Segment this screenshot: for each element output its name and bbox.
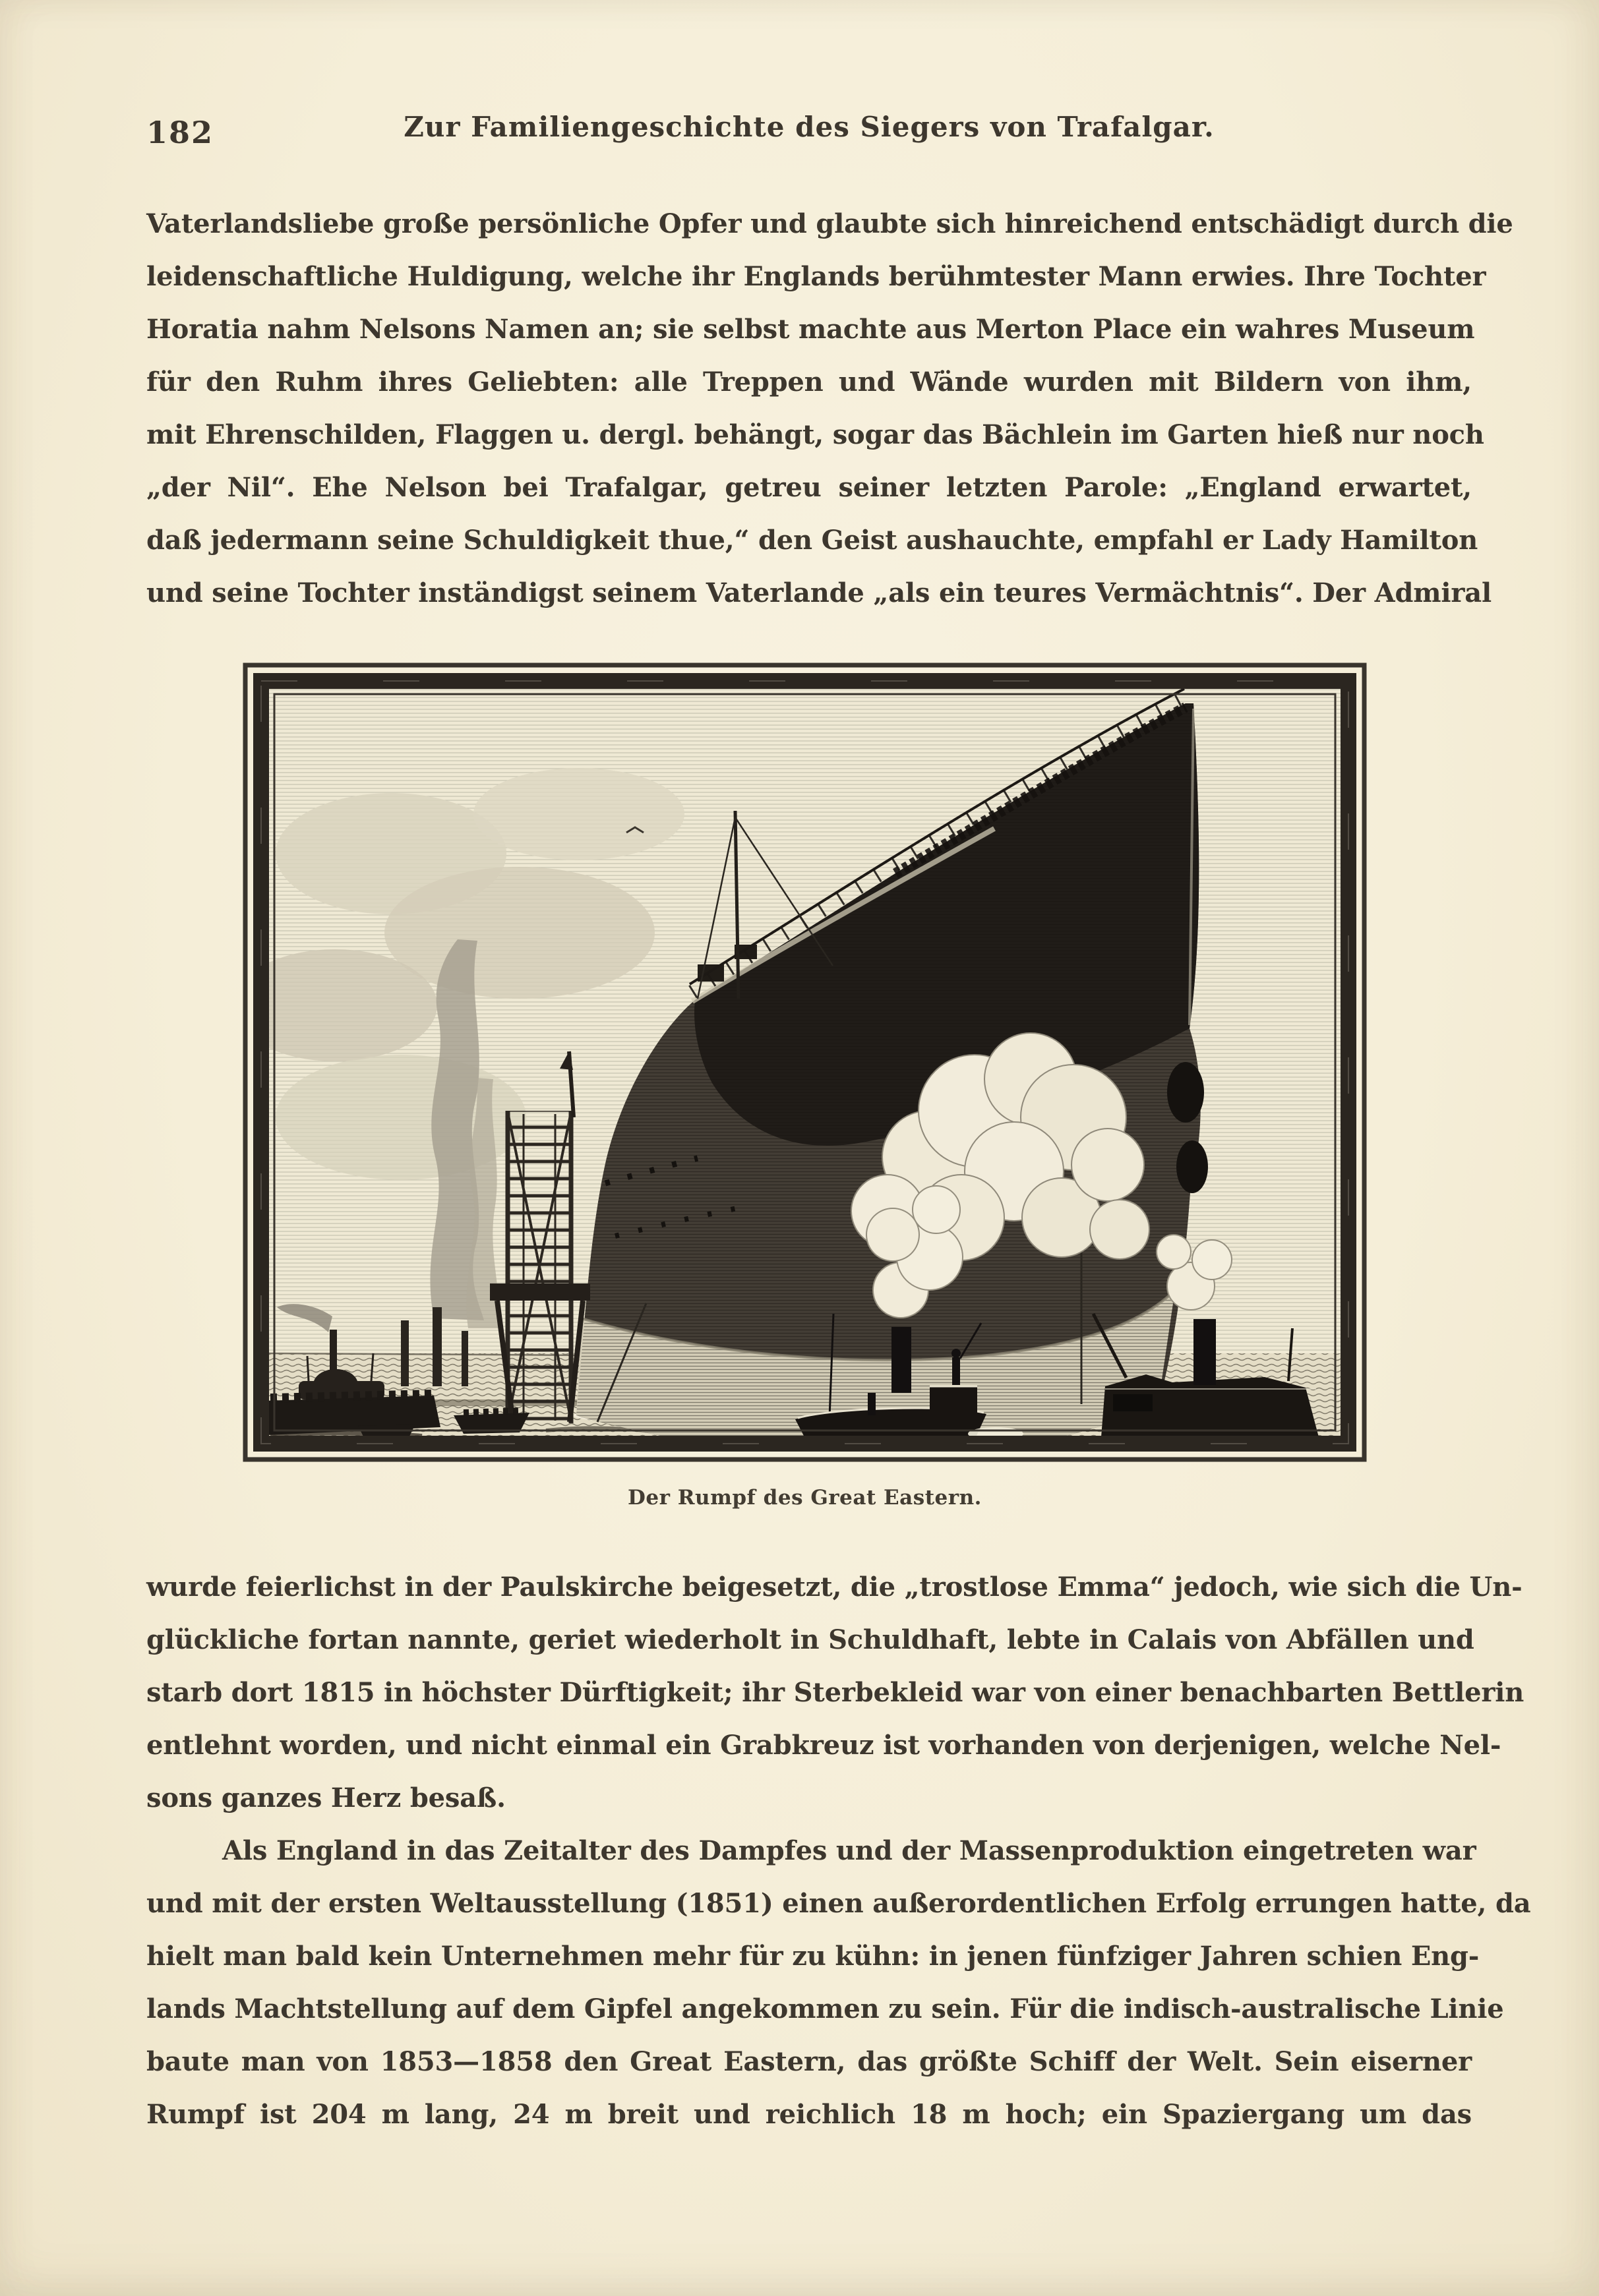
text-line: Rumpf ist 204 m lang, 24 m breit und reichlich 18 m hoch; ein Spaziergang um das [146,2099,1472,2130]
text-line: leidenschaftliche Huldigung, welche ihr Englands berühmtester Mann erwies. Ihre Tochter [146,261,1486,292]
factory-chimney [401,1320,409,1386]
great-eastern-engraving-svg [236,656,1373,1469]
anchor-bulge [1167,1062,1204,1123]
illustration-great-eastern [236,656,1373,1510]
text-line: mit Ehrenschilden, Flaggen u. dergl. behängt, sogar das Bächlein im Garten hieß nur noch [146,419,1484,450]
paragraph-1 [146,198,1513,620]
running-head [146,111,1472,157]
text-line: starb dort 1815 in höchster Dürftigkeit; ihr Sterbekleid war von einer benachbarten Bettlerin [146,1677,1524,1708]
paragraph-2 [146,1561,1524,1825]
text-line: baute man von 1853—1858 den Great Eastern, das größte Schiff der Welt. Sein eiserner [146,2046,1472,2077]
text-line: und mit der ersten Weltausstellung (1851) einen außerordentlichen Erfolg errungen hatte, da [146,1888,1531,1919]
illustration-caption: Der Rumpf des Great Eastern. [628,1486,982,1510]
text-line: Als England in das Zeitalter des Dampfes und der Massenproduktion eingetreten war [222,1835,1476,1866]
text-line: „der Nil“. Ehe Nelson bei Trafalgar, getreu seiner letzten Parole: „England erwartet, [146,472,1472,503]
text-line: lands Machtstellung auf dem Gipfel angekommen zu sein. Für die indisch-australische Linie [146,1993,1504,2024]
text-line: und seine Tochter inständigst seinem Vaterlande „als ein teures Vermächtnis“. Der Admiral [146,577,1492,608]
text-line: daß jedermann seine Schuldigkeit thue,“ den Geist aushauchte, empfahl er Lady Hamilton [146,525,1478,556]
page-number: 182 [146,115,214,150]
text-line: hielt man bald kein Unternehmen mehr für zu kühn: in jenen fünfziger Jahren schien Eng- [146,1941,1480,1972]
text-line: entlehnt worden, und nicht einmal ein Grabkreuz ist vorhanden von derjenigen, welche Nel- [146,1730,1501,1761]
text-line: sons ganzes Herz besaß. [146,1782,506,1813]
chapter-title: Zur Familiengeschichte des Siegers von Trafalgar. [404,111,1215,143]
text-line: Horatia nahm Nelsons Namen an; sie selbst machte aus Merton Place ein wahres Museum [146,314,1475,345]
paragraph-3 [146,1825,1531,2141]
text-line: wurde feierlichst in der Paulskirche beigesetzt, die „trostlose Emma“ jedoch, wie sich die Un- [146,1572,1523,1603]
text-line: glückliche fortan nannte, geriet wiederholt in Schuldhaft, lebte in Calais von Abfällen und [146,1624,1474,1655]
text-line: für den Ruhm ihres Geliebten: alle Treppen und Wände wurden mit Bildern von ihm, [146,367,1472,397]
text-line: Vaterlandsliebe große persönliche Opfer und glaubte sich hinreichend entschädigt durch die [146,208,1513,239]
